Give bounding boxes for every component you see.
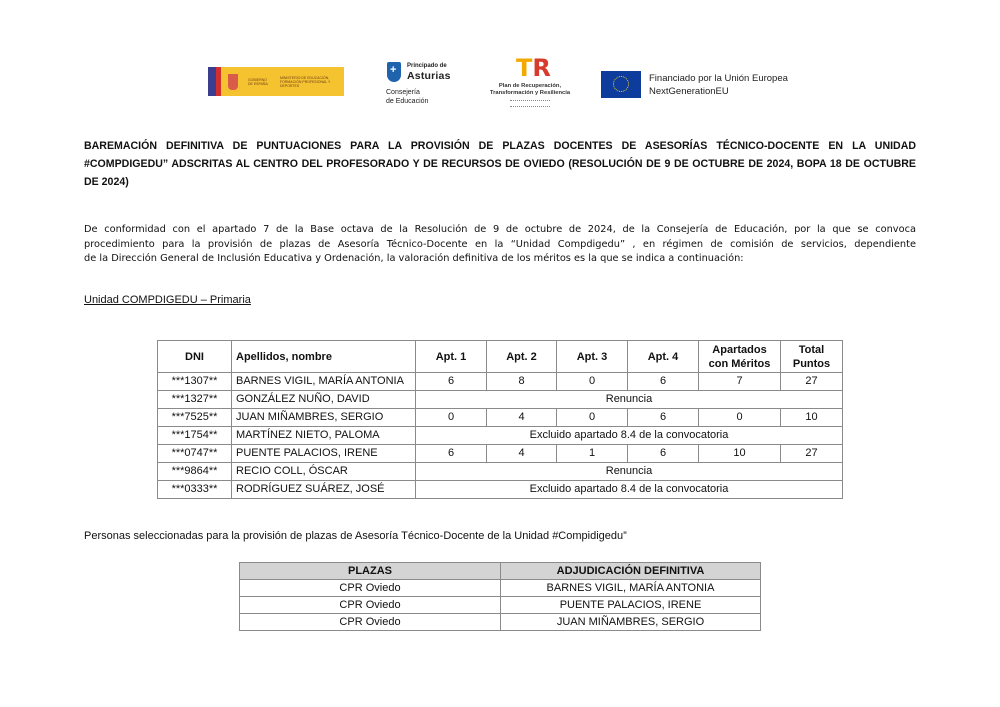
coat-of-arms-icon (226, 72, 240, 92)
cell-apartados: 7 (699, 373, 781, 391)
cell-apt2: 4 (487, 409, 557, 427)
gobierno-espana-logo (208, 67, 344, 96)
cell-name: JUAN MIÑAMBRES, SERGIO (232, 409, 416, 427)
cell-name: RODRÍGUEZ SUÁREZ, JOSÉ (232, 481, 416, 499)
document-title (84, 137, 916, 191)
cell-dni: ***1327** (158, 391, 232, 409)
awards-row (240, 597, 761, 614)
cell-name: RECIO COLL, ÓSCAR (232, 463, 416, 481)
prtr-line2: Transformación y Resiliencia (489, 90, 571, 96)
cell-apt2: 4 (487, 445, 557, 463)
table-row (158, 481, 843, 499)
asturias-crest-icon (387, 62, 401, 82)
prtr-mark-r: R (532, 54, 551, 82)
cell-apt3: 1 (557, 445, 628, 463)
cell-dni: ***0333** (158, 481, 232, 499)
cell-dni: ***0747** (158, 445, 232, 463)
header-dni: DNI (158, 341, 232, 373)
intro-paragraph (84, 223, 916, 267)
cell-plaza: CPR Oviedo (240, 614, 501, 631)
header-apt3: Apt. 3 (557, 341, 628, 373)
cell-apt1: 6 (416, 373, 487, 391)
awards-row (240, 580, 761, 597)
table-header-row (158, 341, 843, 373)
title-line3: DE 2024) (84, 176, 129, 188)
cell-total: 27 (781, 373, 843, 391)
cell-name: GONZÁLEZ NUÑO, DAVID (232, 391, 416, 409)
header-apartados-line1: Apartados (712, 343, 767, 356)
cell-apt3: 0 (557, 409, 628, 427)
gobierno-text: GOBIERNO DE ESPAÑA (248, 77, 268, 86)
eu-flag-icon (601, 71, 641, 98)
header-total-line2: Puntos (792, 357, 831, 370)
cell-apt4: 6 (628, 409, 699, 427)
eu-line1: Financiado por la Unión Europea (649, 73, 788, 84)
cell-status: Renuncia (416, 391, 843, 409)
ministerio-text: MINISTERIO DE EDUCACIÓN, FORMACIÓN PROFESIONAL Y DEPORTES (280, 75, 331, 88)
cell-person: PUENTE PALACIOS, IRENE (501, 597, 761, 614)
selected-heading: Personas seleccionadas para la provisión de plazas de Asesoría Técnico-Docente de la Unidad #Compidigedu” (84, 530, 627, 542)
cell-name: BARNES VIGIL, MARÍA ANTONIA (232, 373, 416, 391)
scores-table (157, 340, 843, 499)
cell-total: 27 (781, 445, 843, 463)
table-row (158, 373, 843, 391)
cell-status: Renuncia (416, 463, 843, 481)
header-apt4: Apt. 4 (628, 341, 699, 373)
prtr-mark-icon (516, 56, 551, 80)
cell-dni: ***9864** (158, 463, 232, 481)
cell-person: BARNES VIGIL, MARÍA ANTONIA (501, 580, 761, 597)
prtr-line1: Plan de Recuperación, (498, 83, 562, 89)
awards-row (240, 614, 761, 631)
table-row (158, 427, 843, 445)
cell-apt4: 6 (628, 445, 699, 463)
intro-line2: procedimiento para la provisión de plazas de Asesoría Técnico-Docente en la “Unidad Compdigedu” , en régimen de comisión de servicios, dependiente (84, 238, 916, 250)
prtr-sublogos-icon (510, 100, 550, 107)
eu-stars-icon (613, 76, 629, 92)
cell-apt4: 6 (628, 373, 699, 391)
cell-plaza: CPR Oviedo (240, 580, 501, 597)
table-row (158, 409, 843, 427)
cell-apartados: 10 (699, 445, 781, 463)
cell-status: Excluido apartado 8.4 de la convocatoria (416, 481, 843, 499)
cell-plaza: CPR Oviedo (240, 597, 501, 614)
title-line2: #COMPDIGEDU” ADSCRITAS AL CENTRO DEL PROFESORADO Y DE RECURSOS DE OVIEDO (RESOLUCIÓN DE 9 DE OCTUBRE DE 2024, BOPA 18 DE OCTUBRE (84, 158, 916, 170)
cell-apt1: 6 (416, 445, 487, 463)
intro-line3: de la Dirección General de Inclusión Educativa y Ordenación, la valoración definitiva de los méritos es la que se indica a continuación: (84, 253, 744, 264)
header-apt2: Apt. 2 (487, 341, 557, 373)
cell-apt1: 0 (416, 409, 487, 427)
cell-status: Excluido apartado 8.4 de la convocatoria (416, 427, 843, 445)
header-apartados-line2: con Méritos (708, 357, 771, 370)
header-adjudicacion: ADJUDICACIÓN DEFINITIVA (501, 563, 761, 580)
table-row (158, 391, 843, 409)
eu-line2: NextGenerationEU (649, 86, 729, 97)
cell-dni: ***7525** (158, 409, 232, 427)
cell-dni: ***1307** (158, 373, 232, 391)
header-total-line1: Total (798, 343, 825, 356)
cell-name: PUENTE PALACIOS, IRENE (232, 445, 416, 463)
cell-apartados: 0 (699, 409, 781, 427)
awards-header-row (240, 563, 761, 580)
cell-total: 10 (781, 409, 843, 427)
prtr-logo (480, 55, 580, 113)
section-heading: Unidad COMPDIGEDU – Primaria (84, 294, 251, 306)
header-apartados (699, 341, 781, 373)
cell-apt3: 0 (557, 373, 628, 391)
cell-person: JUAN MIÑAMBRES, SERGIO (501, 614, 761, 631)
awards-table (239, 562, 761, 631)
asturias-logo-line1: Principado de (407, 63, 447, 69)
asturias-logo-line2: Asturias (407, 70, 451, 82)
consejeria-text (386, 88, 428, 106)
cell-apt2: 8 (487, 373, 557, 391)
cell-name: MARTÍNEZ NIETO, PALOMA (232, 427, 416, 445)
asturias-logo (385, 60, 455, 108)
header-name: Apellidos, nombre (232, 341, 416, 373)
prtr-text (480, 83, 580, 97)
prtr-mark-t: T (516, 54, 533, 82)
consejeria-line1: Consejería (386, 89, 420, 96)
consejeria-line2: de Educación (386, 98, 429, 105)
title-line1: BAREMACIÓN DEFINITIVA DE PUNTUACIONES PARA LA PROVISIÓN DE PLAZAS DOCENTES DE ASESORÍAS TÉCNICO-DOCENTE EN LA UNIDAD (84, 140, 916, 152)
eu-funding-text (649, 72, 788, 98)
header-plazas: PLAZAS (240, 563, 501, 580)
table-row (158, 445, 843, 463)
spain-flag-stripe-icon (208, 67, 216, 96)
header-total (781, 341, 843, 373)
table-row (158, 463, 843, 481)
header-apt1: Apt. 1 (416, 341, 487, 373)
intro-line1: De conformidad con el apartado 7 de la Base octava de la Resolución de 9 de octubre de 2024, de la Consejería de Educación, por la que se convoca (84, 224, 916, 235)
cell-dni: ***1754** (158, 427, 232, 445)
